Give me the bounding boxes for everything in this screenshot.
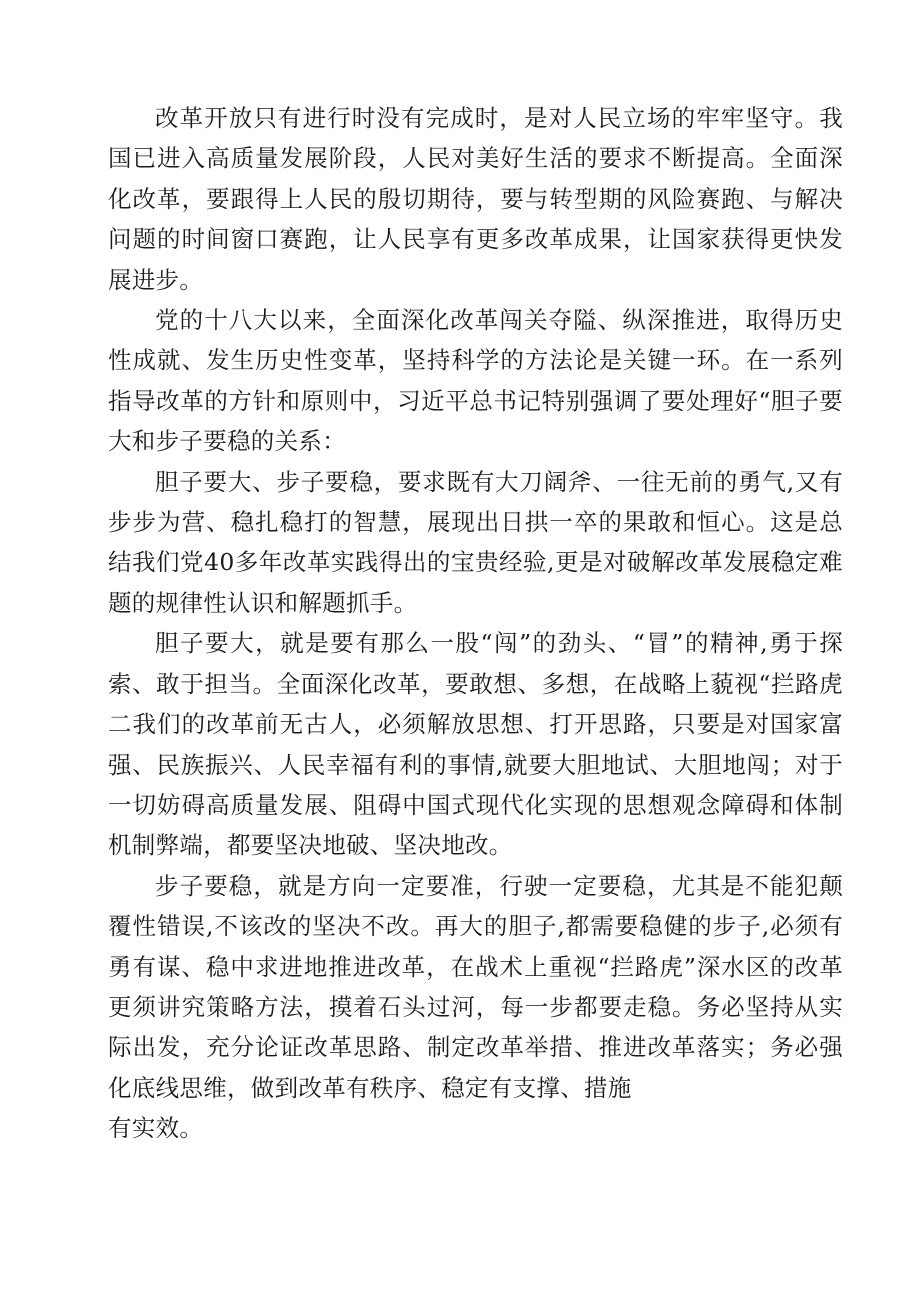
paragraph-2: 党的十八大以来，全面深化改革闯关夺隘、纵深推进，取得历史性成就、发生历史性变革，坚持科学的方法论是关键一环。在一系列指导改革的方针和原则中，习近平总书记特别强调了要处理好“胆子要大和步子要稳的关系： bbox=[108, 306, 843, 456]
paragraph-5-trailing-line: 有实效。 bbox=[108, 1114, 204, 1143]
article-body bbox=[108, 98, 843, 1149]
paragraph-1: 改革开放只有进行时没有完成时，是对人民立场的牢牢坚守。我国已进入高质量发展阶段，人民对美好生活的要求不断提高。全面深化改革，要跟得上人民的殷切期待，要与转型期的风险赛跑、与解决问题的时间窗口赛跑，让人民享有更多改革成果，让国家获得更快发展进步。 bbox=[108, 104, 843, 294]
paragraph-3: 胆子要大、步子要稳，要求既有大刀阔斧、一往无前的勇气,又有步步为营、稳扎稳打的智慧，展现出日拱一卒的果敢和恒心。这是总结我们党40多年改革实践得出的宝贵经验,更是对破解改革发展稳定难题的规律性认识和解题抓手。 bbox=[108, 467, 843, 617]
paragraph-4: 胆子要大，就是要有那么一股“闯”的劲头、“冒”的精神,勇于探索、敢于担当。全面深化改革，要敢想、多想，在战略上藐视“拦路虎二我们的改革前无古人，必须解放思想、打开思路，只要是对国家富强、民族振兴、人民幸福有利的事情,就要大胆地试、大胆地闯；对于一切妨碍高质量发展、阻碍中国式现代化实现的思想观念障碍和体制机制弊端，都要坚决地破、坚决地改。 bbox=[108, 629, 843, 860]
paragraph-5: 步子要稳，就是方向一定要准，行驶一定要稳，尤其是不能犯颠覆性错误,不该改的坚决不改。再大的胆子,都需要稳健的步子,必须有勇有谋、稳中求进地推进改革，在战术上重视“拦路虎”深水区的改革更须讲究策略方法，摸着石头过河，每一步都要走稳。务必坚持从实际出发，充分论证改革思路、制定改革举措、推进改革落实；务必强化底线思维，做到改革有秩序、稳定有支撑、措施 bbox=[108, 871, 843, 1102]
